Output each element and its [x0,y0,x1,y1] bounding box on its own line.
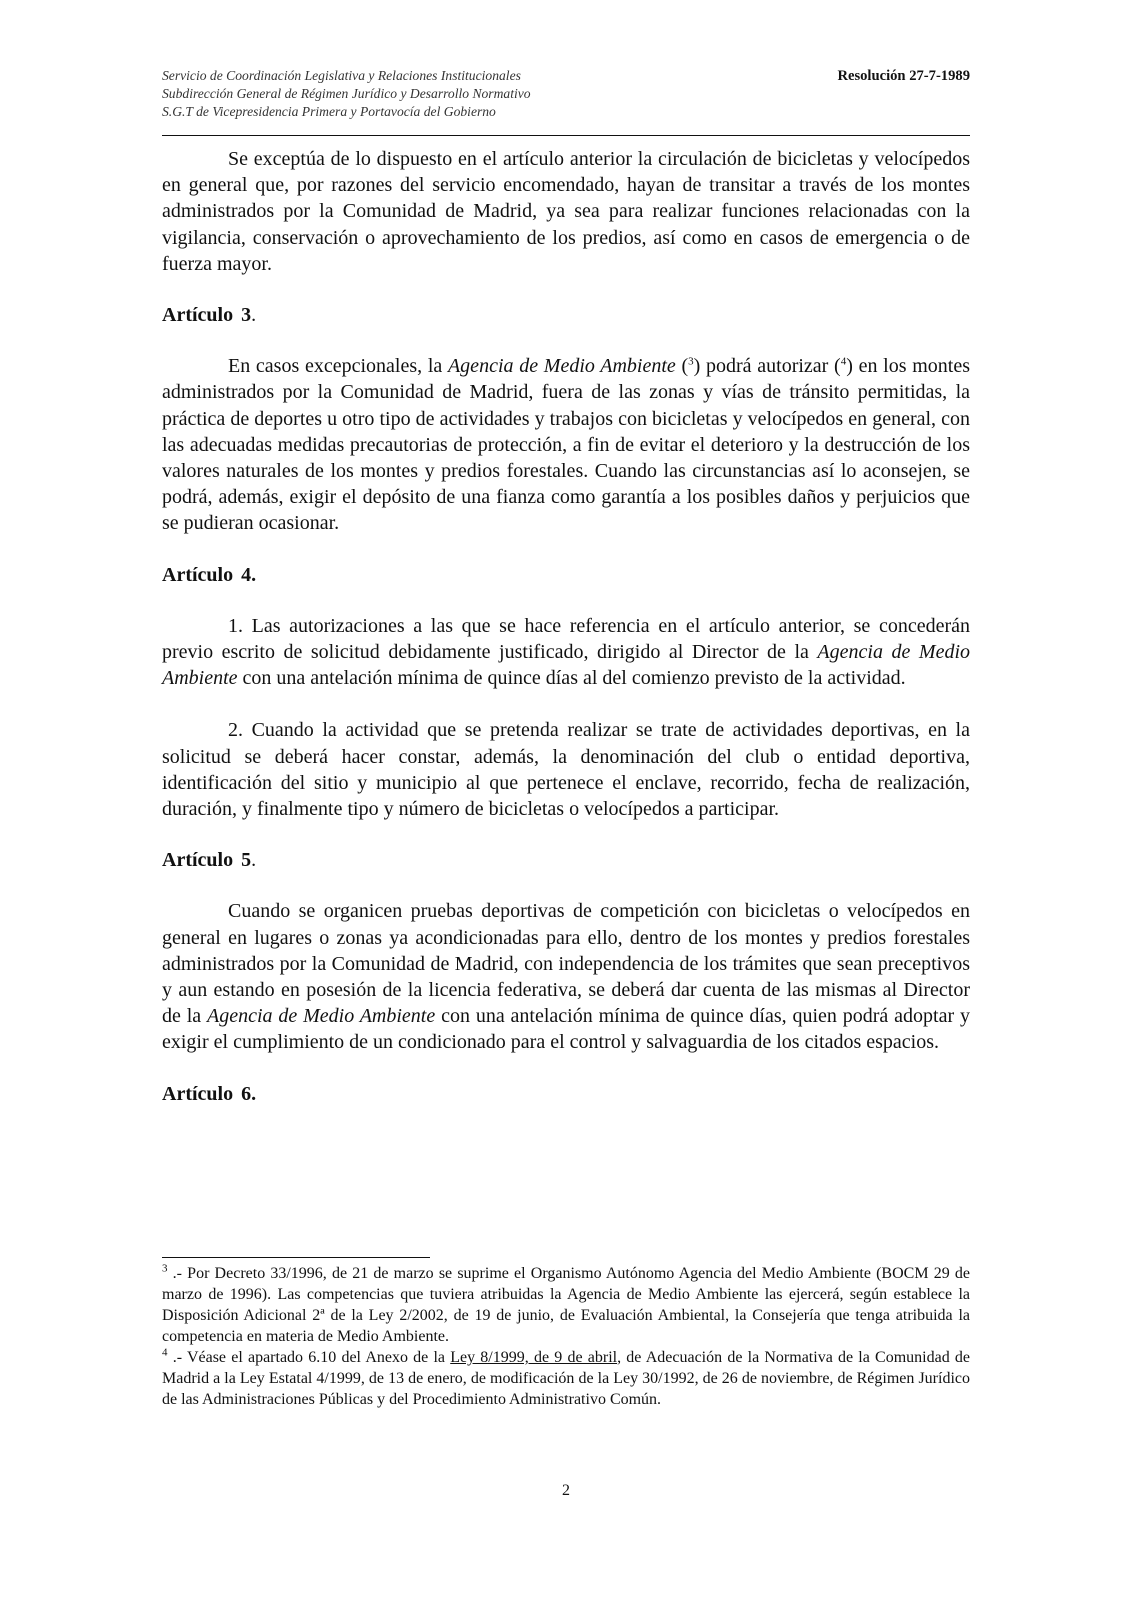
article-3-title: Artículo 3 [162,304,252,327]
article-5-title: Artículo 5 [162,849,252,872]
document-body [162,146,970,1132]
article-4-p1-text-a: 1. Las autorizaciones a las que se hace referencia en el artículo anterior, se concederán previo escrito de solicitud debidamente justificado, dirigido al Director de la [162,614,970,664]
page-header [162,67,970,136]
footnote-3-number: 3 [162,1262,168,1275]
article-5-heading [162,847,970,873]
footnote-ref-3[interactable]: 3 [688,355,694,368]
paragraph-exception: Se exceptúa de lo dispuesto en el artículo anterior la circulación de bicicletas y velocípedos en general que, por razones del servicio encomendado, hayan de transitar a través de los montes administrados por la Comunidad de Madrid, ya sea para realizar funciones relacionadas con la vigilancia, conservación o aprovechamiento de los predios, así como en casos de emergencia o de fuerza mayor. [162,148,970,275]
footnotes [162,1263,970,1410]
law-link[interactable]: Ley 8/1999, de 9 de abril [450,1349,618,1366]
article-4-p1-text-b: con una antelación mínima de quince días al del comienzo previsto de la actividad. [237,667,906,690]
article-5-text-b: con una antelación mínima de quince días, quien podrá adoptar y exigir el cumplimiento de un condicionado para el control y salvaguardia de los citados espacios. [162,1005,970,1054]
footnote-separator [162,1257,430,1258]
footnote-4 [162,1347,970,1410]
footnote-4-text-a: .- Véase el apartado 6.10 del Anexo de la [167,1349,451,1366]
footnote-4-number: 4 [162,1346,168,1359]
article-3-text-c: ) podrá autorizar ( [693,355,841,378]
article-3-paragraph [162,353,970,536]
article-3-text-b: ( [675,355,689,378]
footnote-3 [162,1263,970,1347]
footnote-4-text-b: , de Adecuación de la Normativa de la Comunidad de Madrid a la Ley Estatal 4/1999, de 13 de enero, de modificación de la Ley 30/1992, de 26 de noviembre, de Régimen Jurídico de las Administraciones Públicas y del Procedimiento Administrativo Común. [162,1349,971,1408]
document-page [162,0,970,1600]
page-number: 2 [562,1482,570,1499]
article-5-agency-name: Agencia de Medio Ambiente [207,1005,436,1028]
header-line-1: Servicio de Coordinación Legislativa y Relaciones Institucionales [162,68,521,83]
article-5-dot: . [251,849,257,872]
article-4-agency-name: Agencia de Medio Ambiente [162,641,970,690]
article-5-paragraph [162,898,970,1055]
article-3-agency-name: Agencia de Medio Ambiente [447,355,676,378]
article-5-text-a: Cuando se organicen pruebas deportivas de competición con bicicletas o velocípedos en general en lugares o zonas ya acondicionadas para ello, dentro de los montes y predios forestales administrados por la Comunidad de Madrid, con independencia de los trámites que sean preceptivos y aun estando en posesión de la licencia federativa, se deberá dar cuenta de las mismas al Director de la [162,900,970,1028]
article-3-heading [162,302,970,328]
footnote-3-text: .- Por Decreto 33/1996, de 21 de marzo se suprime el Organismo Autónomo Agencia del Medio Ambiente (BOCM 29 de marzo de 1996). Las competencias que tuviera atribuidas la Agencia de Medio Ambiente las ejercerá, según establece la Disposición Adicional 2ª de la Ley 2/2002, de 19 de junio, de Evaluación Ambiental, la Consejería que tenga atribuida la competencia en materia de Medio Ambiente. [162,1265,970,1345]
header-organization [162,67,531,121]
header-line-2: Subdirección General de Régimen Jurídico y Desarrollo Normativo [162,86,531,101]
article-6-heading: Artículo 6. [162,1082,257,1105]
article-4-paragraph-1 [162,613,970,692]
footnote-ref-4[interactable]: 4 [840,355,847,368]
header-resolution-date: Resolución 27-7-1989 [837,68,970,84]
article-3-text-d: ) en los montes administrados por la Comunidad de Madrid, fuera de las zonas y vías de tránsito permitidas, la práctica de deportes u otro tipo de actividades y trabajos con bicicletas y velocípedos en general, con las adecuadas medidas precautorias de protección, a fin de evitar el deterioro y la destrucción de los valores naturales de los montes y predios forestales. Cuando las circunstancias así lo aconsejen, se podrá, además, exigir el depósito de una fianza como garantía a los posibles daños y perjuicios que se pudieran ocasionar. [162,355,970,535]
article-4-heading: Artículo 4. [162,563,257,586]
article-3-text-a: En casos excepcionales, la [228,355,448,378]
article-3-dot: . [251,304,257,327]
header-line-3: S.G.T de Vicepresidencia Primera y Portavocía del Gobierno [162,104,496,119]
article-4-paragraph-2: 2. Cuando la actividad que se pretenda realizar se trate de actividades deportivas, en la solicitud se deberá hacer constar, además, la denominación del club o entidad deportiva, identificación del sitio y municipio al que pertenece el enclave, recorrido, fecha de realización, duración, y finalmente tipo y número de bicicletas o velocípedos a participar. [162,719,970,821]
paragraph-gap [162,691,970,717]
